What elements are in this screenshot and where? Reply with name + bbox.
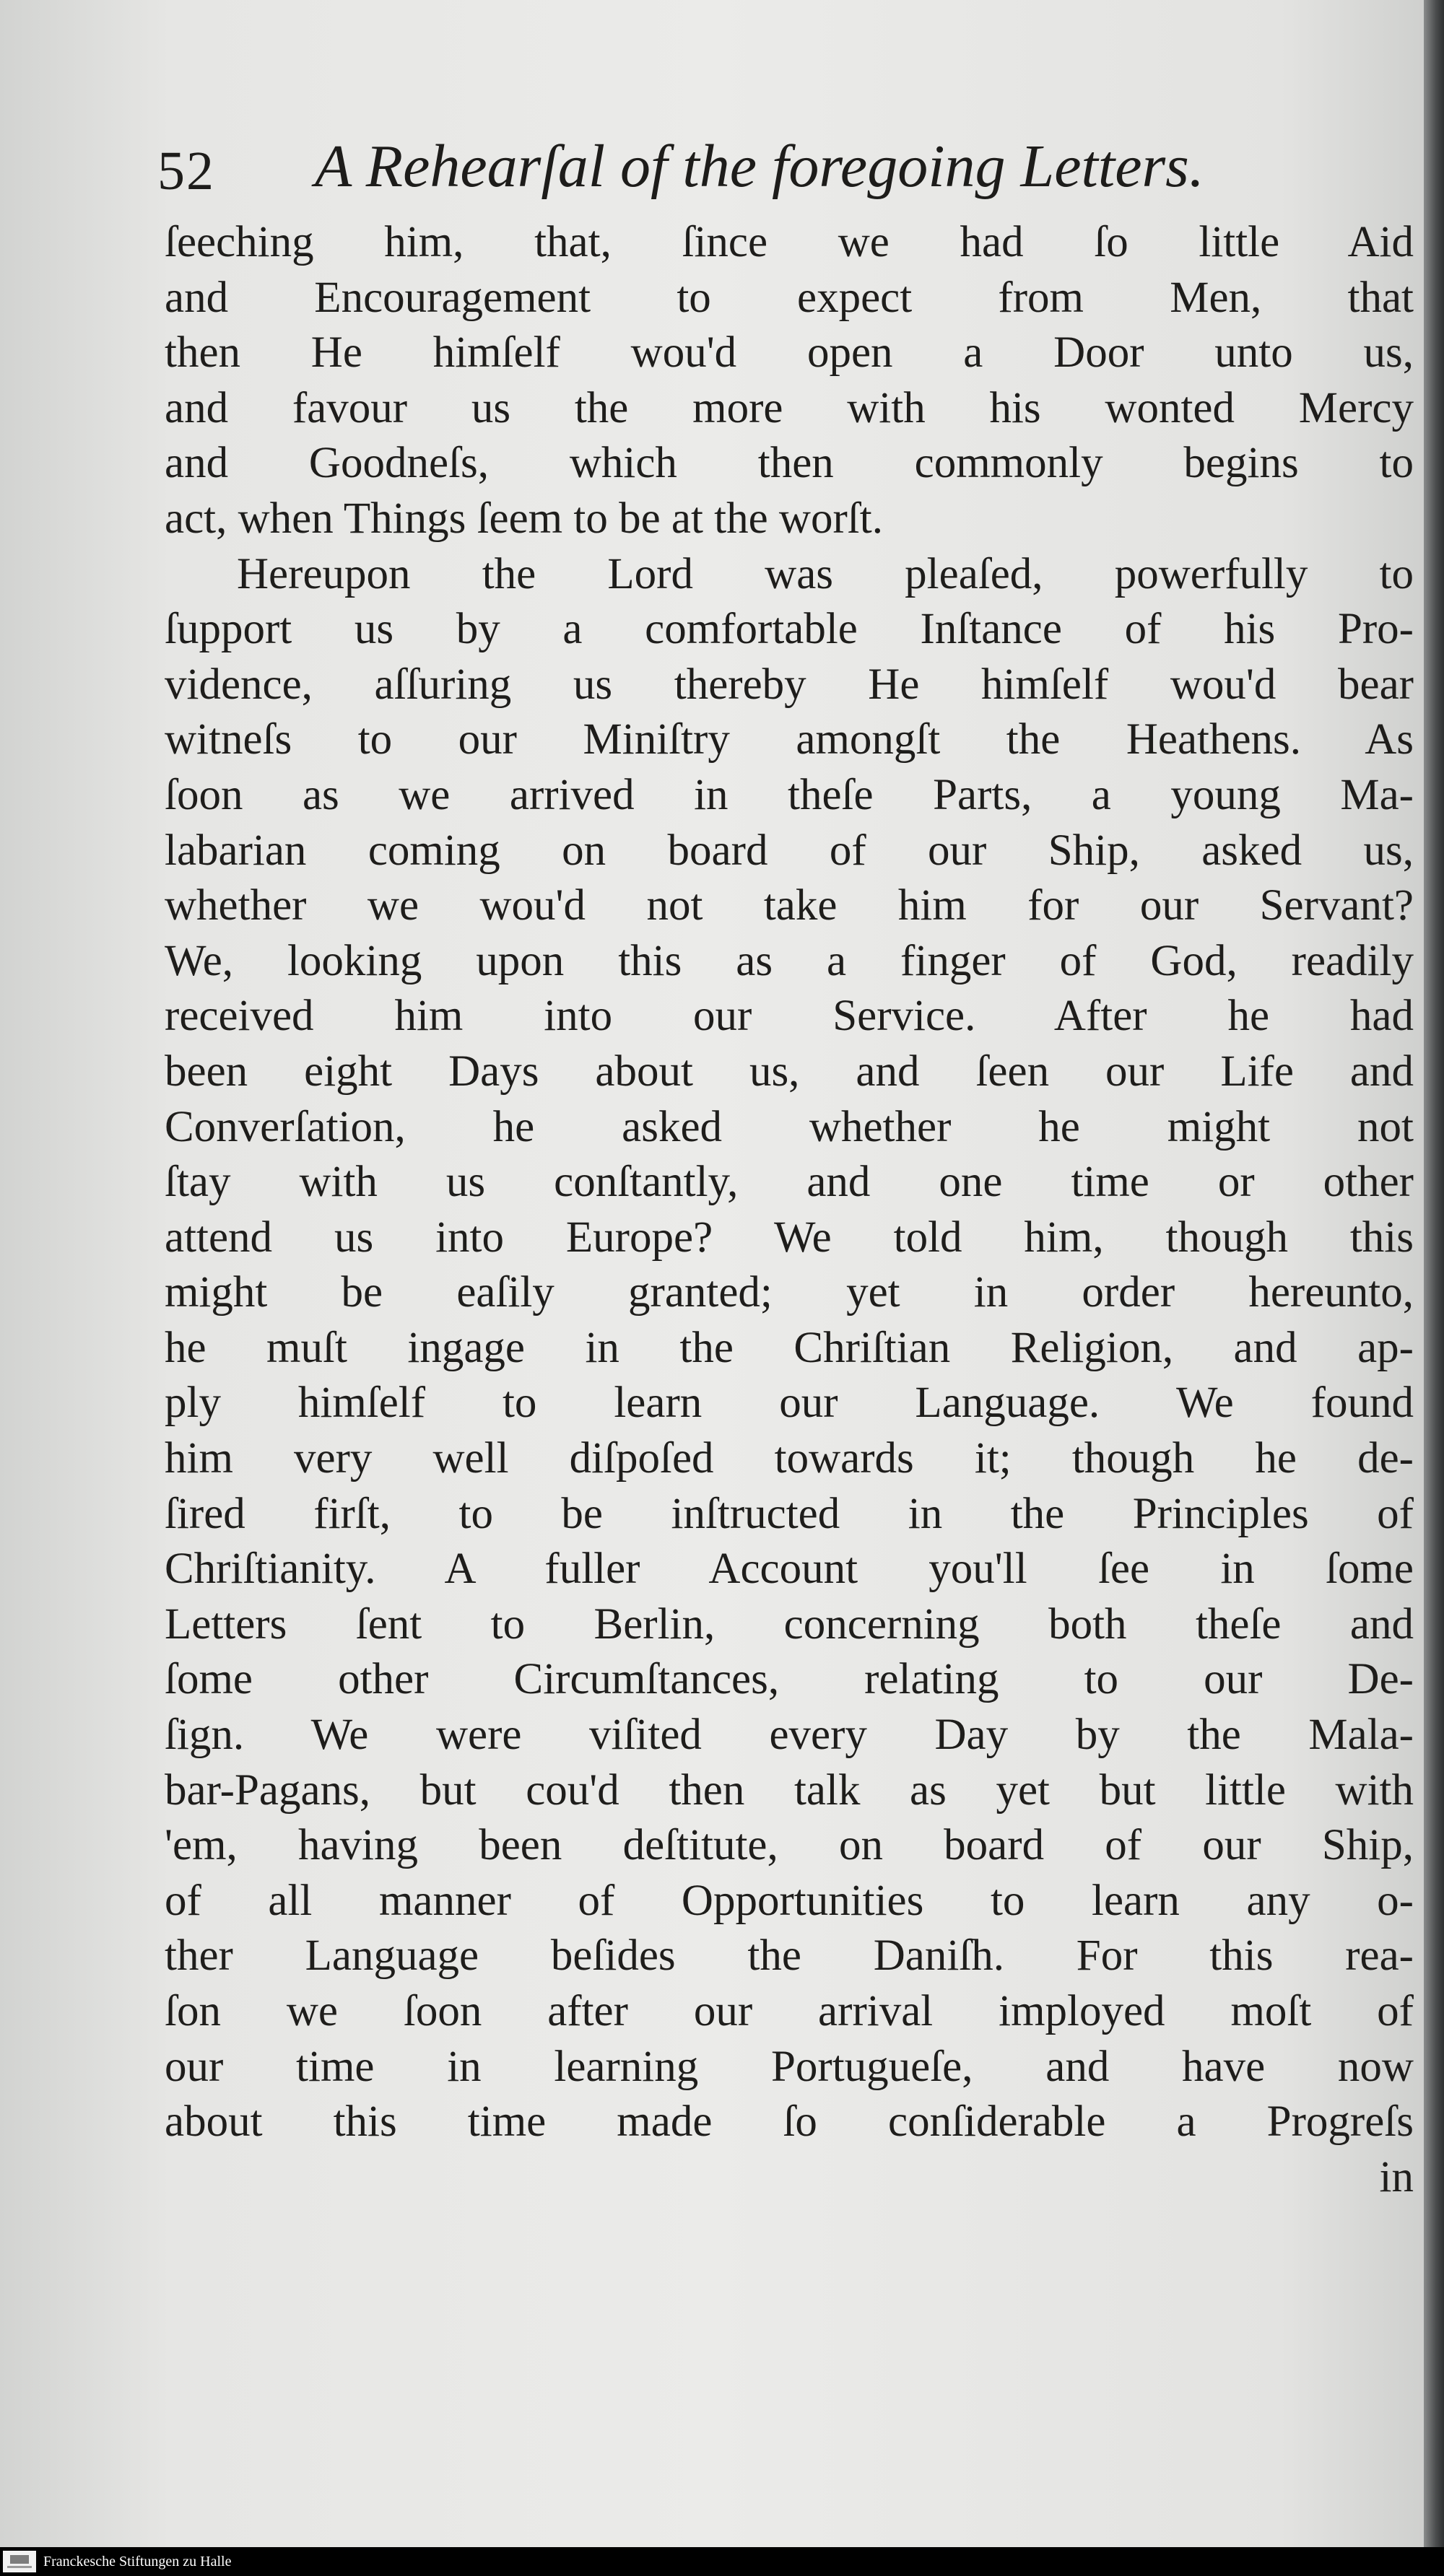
text-line: Letters ſent to Berlin, concerning both theſe and xyxy=(165,1599,1414,1649)
text-line: received him into our Service. After he had xyxy=(165,992,1414,1041)
text-line: labarian coming on board of our Ship, asked us, xyxy=(165,826,1414,875)
text-line: about this time made ſo conſiderable a Progreſs xyxy=(165,2097,1414,2147)
text-line: Hereupon the Lord was pleaſed, powerfully to xyxy=(237,549,1414,598)
page-edge xyxy=(1424,0,1444,2576)
page-number: 52 xyxy=(157,141,215,201)
text-line: Converſation, he asked whether he might not xyxy=(165,1102,1414,1151)
text-line: he muſt ingage in the Chriſtian Religion, and ap- xyxy=(165,1323,1414,1372)
text-line: ſtay with us conſtantly, and one time or other xyxy=(165,1158,1414,1207)
page-header xyxy=(157,123,1341,209)
text-line: and Encouragement to expect from Men, that xyxy=(165,273,1414,322)
running-title: A Rehearſal of the foregoing Letters. xyxy=(315,133,1204,200)
text-line: We, looking upon this as a finger of God, readily xyxy=(165,936,1414,985)
catchword: in xyxy=(1379,2152,1414,2201)
text-line: attend us into Europe? We told him, though this xyxy=(165,1213,1414,1262)
text-line: and Goodneſs, which then commonly begins to xyxy=(165,439,1414,488)
text-line: act, when Things ſeem to be at the worſt. xyxy=(165,494,883,543)
text-line: ſign. We were viſited every Day by the Mala- xyxy=(165,1711,1414,1760)
footer-bar xyxy=(0,2547,1444,2576)
text-line: 'em, having been deſtitute, on board of our Ship, xyxy=(165,1821,1414,1870)
institution-logo-icon xyxy=(3,2551,36,2572)
text-line: Chriſtianity. A fuller Account you'll ſee in ſome xyxy=(165,1545,1414,1594)
text-line: witneſs to our Miniſtry amongſt the Heathens. As xyxy=(165,715,1414,764)
body-text xyxy=(165,215,1414,2205)
text-line: ſupport us by a comfortable Inſtance of his Pro- xyxy=(165,605,1414,654)
footer-credit: Franckesche Stiftungen zu Halle xyxy=(43,2554,232,2570)
text-line: and favour us the more with his wonted Mercy xyxy=(165,383,1414,432)
text-line: ſired firſt, to be inſtructed in the Principles of xyxy=(165,1489,1414,1538)
text-line: of all manner of Opportunities to learn any o- xyxy=(165,1876,1414,1925)
text-line: vidence, aſſuring us thereby He himſelf wou'd bear xyxy=(165,660,1414,709)
text-line: ſome other Circumſtances, relating to our De- xyxy=(165,1655,1414,1704)
text-line: ther Language beſides the Daniſh. For this rea- xyxy=(165,1931,1414,1981)
text-line: whether we wou'd not take him for our Servant? xyxy=(165,881,1414,930)
text-line: been eight Days about us, and ſeen our Life and xyxy=(165,1047,1414,1096)
text-line: ſon we ſoon after our arrival imployed moſt of xyxy=(165,1987,1414,2035)
text-line: our time in learning Portugueſe, and have now xyxy=(165,2042,1414,2091)
text-line: bar-Pagans, but cou'd then talk as yet but little with xyxy=(165,1765,1414,1815)
text-line: ſoon as we arrived in theſe Parts, a young Ma- xyxy=(165,770,1414,819)
text-line: then He himſelf wou'd open a Door unto us, xyxy=(165,328,1414,377)
text-line: him very well diſpoſed towards it; though he de- xyxy=(165,1434,1414,1483)
text-line: might be eaſily granted; yet in order hereunto, xyxy=(165,1268,1414,1317)
text-line: ſeeching him, that, ſince we had ſo little Aid xyxy=(165,218,1414,266)
text-line: ply himſelf to learn our Language. We found xyxy=(165,1379,1414,1428)
